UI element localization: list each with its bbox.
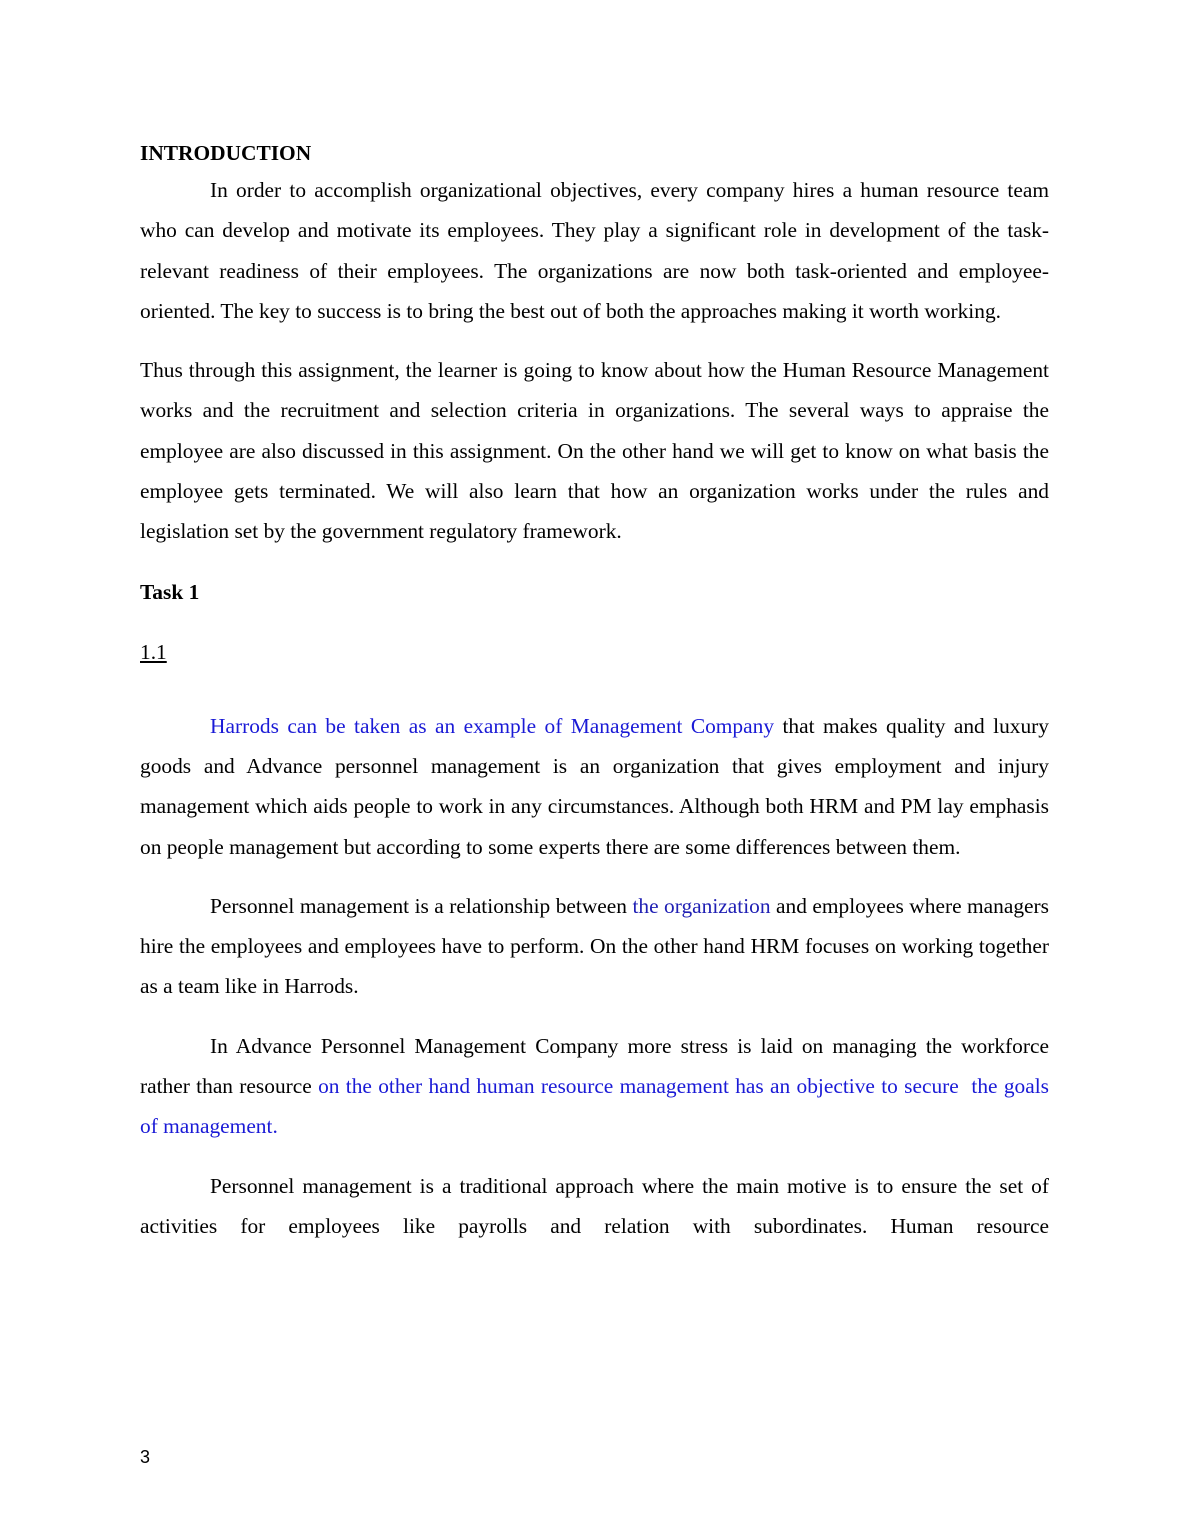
highlighted-text: on the other hand human resource management has an objective to secure the goals of management. — [140, 1074, 1055, 1139]
intro-paragraph-1: In order to accomplish organizational objectives, every company hires a human resource team who can develop and motivate its employees. They play a significant role in development of the task-relevant readiness of their employees. The organizations are now both task-oriented and employee-oriented. The key to success is to bring the best out of both the approaches making it worth working. — [140, 178, 1049, 323]
task-paragraph-1 — [140, 706, 1049, 867]
task-paragraph-2 — [140, 886, 1049, 1007]
task-paragraph-3 — [140, 1026, 1055, 1147]
section-heading-task-1: Task 1 — [140, 579, 200, 604]
section-heading-introduction: INTRODUCTION — [140, 141, 312, 165]
intro-paragraph-2: Thus through this assignment, the learner is going to know about how the Human Resource Management works and the recruitment and selection criteria in organizations. The several ways to appraise the employee are also discussed in this assignment. On the other hand we will get to know on what basis the employee gets terminated. We will also learn that how an organization works under the rules and legislation set by the government regulatory framework. — [140, 358, 1049, 544]
paragraph-text: and employees where managers hire the employees and employees have to perform. On the other hand HRM focuses on working together as a team like in Harrods. — [140, 893, 1049, 999]
highlighted-text: Harrods can be taken as an example of Management Company — [210, 713, 775, 738]
highlighted-text: the organization — [632, 893, 771, 918]
paragraph-text: that makes quality and luxury goods and Advance personnel management is an organization that gives employment and injury management which aids people to work in any circumstances. Although both HRM and PM lay emphasis on people management but according to some experts there are some differences between them. — [140, 713, 1050, 859]
page-content — [140, 138, 1055, 1246]
task-paragraph-4: Personnel management is a traditional approach where the main motive is to ensure the set of activities for employees like payrolls and relation with subordinates. Human resource — [140, 1173, 1049, 1238]
subsection-number: 1.1 — [140, 639, 167, 664]
paragraph-text: In Advance Personnel Management Company more stress is laid on managing the workforce rather than resource — [140, 1033, 1049, 1099]
paragraph-text: Personnel management is a relationship between — [210, 893, 633, 918]
page-number: 3 — [140, 1447, 151, 1467]
